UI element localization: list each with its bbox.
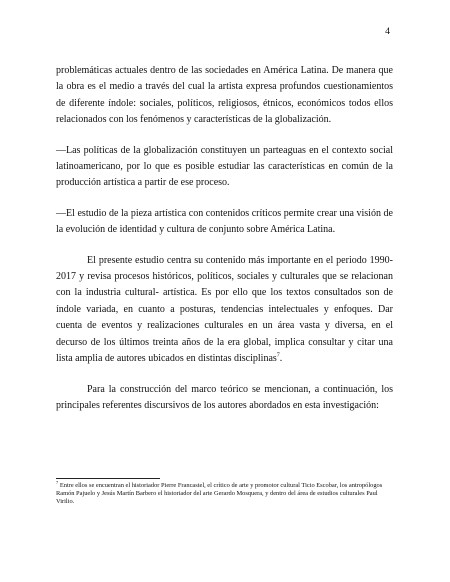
footnote-reference: 7 [276,352,280,359]
footnote-divider [56,478,160,479]
body-text [56,63,393,428]
footnote-text: Entre ellos se encuentran el historiador Pierre Francastel, el crítico de arte y promotor cultural Ticio Escobar, los antropólogos Ramón Pajuelo y Jesús Martín Barbero el historiador del arte Gerardo Mosquera, y dentro del área de estudios culturales Paul Virilio. [56,482,383,506]
footnote-marker: 7 [56,479,59,485]
footnote [56,479,393,507]
paragraph-hypothesis-1: —Las políticas de la globalización constituyen un parteaguas en el contexto social latinoamericano, por lo que es posible estudiar las características en común de la producción artística a partir de ese proceso. [56,144,393,189]
paragraph-continuation: problemáticas actuales dentro de las sociedades en América Latina. De manera que la obra es el medio a través del cual la artista expresa profundos cuestionamientos de diferente índole: sociales, políticos, religiosos, étnicos, económicos todos ellos relacionados con los fenómenos y características de la globalización. [56,65,393,126]
paragraph-hypothesis-2: —El estudio de la pieza artística con contenidos críticos permite crear una visión de la evolución de identidad y cultura de conjunto sobre América Latina. [56,207,393,236]
paragraph-theoretical-framework: Para la construcción del marco teórico se mencionan, a continuación, los principales referentes discursivos de los autores abordados en esta investigación: [56,383,393,411]
study-scope-text: El presente estudio centra su contenido más importante en el periodo 1990-2017 y revisa procesos históricos, políticos, sociales y culturales que se relacionan con la industria cultural- artística. Es por ello que los textos consultados son de índole variada, en cuanto a posturas, tendencias intelectuales y enfoques. Dar cuenta de eventos y realizaciones culturales en un área vasta y diversa, en el decurso de los últimos treinta años de la era global, implica consultar y citar una lista amplia de autores ubicados en distintas disciplinas [56,254,393,365]
page-number: 4 [385,26,390,37]
paragraph-study-scope: El presente estudio centra su contenido más importante en el periodo 1990-2017 y revisa procesos históricos, políticos, sociales y culturales que se relacionan con la industria cultural- artística. Es por ello que los textos consultados son de índole variada, en cuanto a posturas, tendencias intelectuales y enfoques. Dar cuenta de eventos y realizaciones culturales en un área vasta y diversa, en el decurso de los últimos treinta años de la era global, implica consultar y citar una lista amplia de autores ubicados en distintas disciplinas$^7$. [56,254,393,365]
